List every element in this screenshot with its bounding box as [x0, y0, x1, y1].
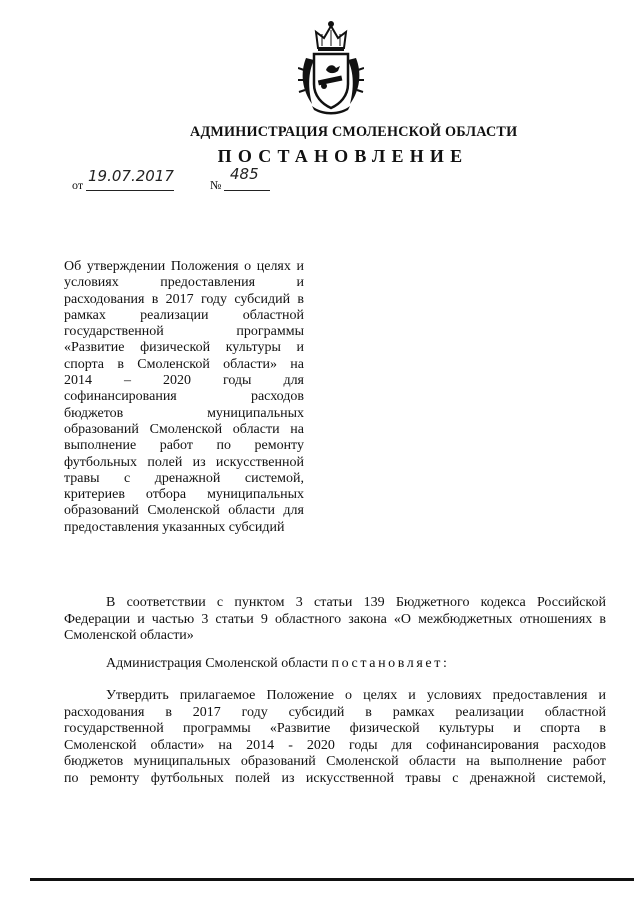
paragraph-line: Смоленской области» на 2014 - 2020 годы для софинансирования расходов: [64, 737, 606, 753]
paragraph-line: расходования в 2017 году субсидий в рамках реализации областной: [64, 704, 606, 720]
organization-name: АДМИНИСТРАЦИЯ СМОЛЕНСКОЙ ОБЛАСТИ: [190, 124, 518, 140]
paragraph-line: бюджетов муниципальных образований Смоленской области на выполнение работ: [64, 754, 606, 769]
paragraph-line: по ремонту футбольных полей из искусственной травы с дренажной системой,: [64, 770, 606, 786]
paragraph-line: Смоленской области»: [64, 628, 194, 643]
paragraph-line: Утвердить прилагаемое Положение о целях и условиях предоставления и: [106, 688, 606, 703]
title-line: выполнение работ по ремонту: [64, 438, 304, 454]
title-line: образований Смоленской области для: [64, 503, 304, 519]
title-line: «Развитие физической культуры и: [64, 340, 304, 356]
paragraph-line: государственной программы «Развитие физической культуры и спорта в: [64, 721, 606, 736]
title-line: государственной программы: [64, 324, 304, 340]
title-line: расходования в 2017 году субсидий в: [64, 291, 304, 307]
number-underline: [224, 190, 270, 191]
document-type: ПОСТАНОВЛЕНИЕ: [217, 146, 469, 166]
title-line: условиях предоставления и: [64, 275, 304, 291]
main-paragraph: [64, 688, 606, 787]
resolution-verb: постановляет:: [331, 656, 450, 671]
title-line: футбольных полей из искусственной: [64, 454, 304, 470]
resolution-subject: Администрация Смоленской области: [106, 656, 329, 671]
preamble-paragraph: [64, 595, 606, 645]
title-line: бюджетов муниципальных: [64, 405, 304, 421]
document-title: [64, 259, 304, 536]
title-line: образований Смоленской области на: [64, 421, 304, 437]
title-line: травы с дренажной системой,: [64, 470, 304, 486]
resolution-paragraph: [64, 656, 606, 673]
smolensk-coat-of-arms-icon: [298, 18, 364, 118]
title-line: спорта в Смоленской области» на: [64, 356, 304, 372]
title-line: критериев отбора муниципальных: [64, 487, 304, 503]
date-handwritten: 19.07.2017: [88, 167, 174, 185]
date-underline: [86, 190, 174, 191]
title-line: софинансирования расходов: [64, 389, 304, 405]
title-line: 2014 – 2020 годы для: [64, 373, 304, 389]
number-prefix: №: [210, 178, 222, 192]
page-bottom-rule: [30, 878, 634, 881]
title-line: Об утверждении Положения о целях и: [64, 259, 304, 274]
title-line: рамках реализации областной: [64, 307, 304, 323]
number-handwritten: 485: [230, 165, 259, 183]
paragraph-line: В соответствии с пунктом 3 статьи 139 Бюджетного кодекса Российской: [106, 595, 606, 610]
title-line: предоставления указанных субсидий: [64, 519, 285, 535]
paragraph-line: Федерации и частью 3 статьи 9 областного закона «О межбюджетных отношениях в: [64, 611, 606, 627]
date-prefix: от: [72, 178, 84, 192]
